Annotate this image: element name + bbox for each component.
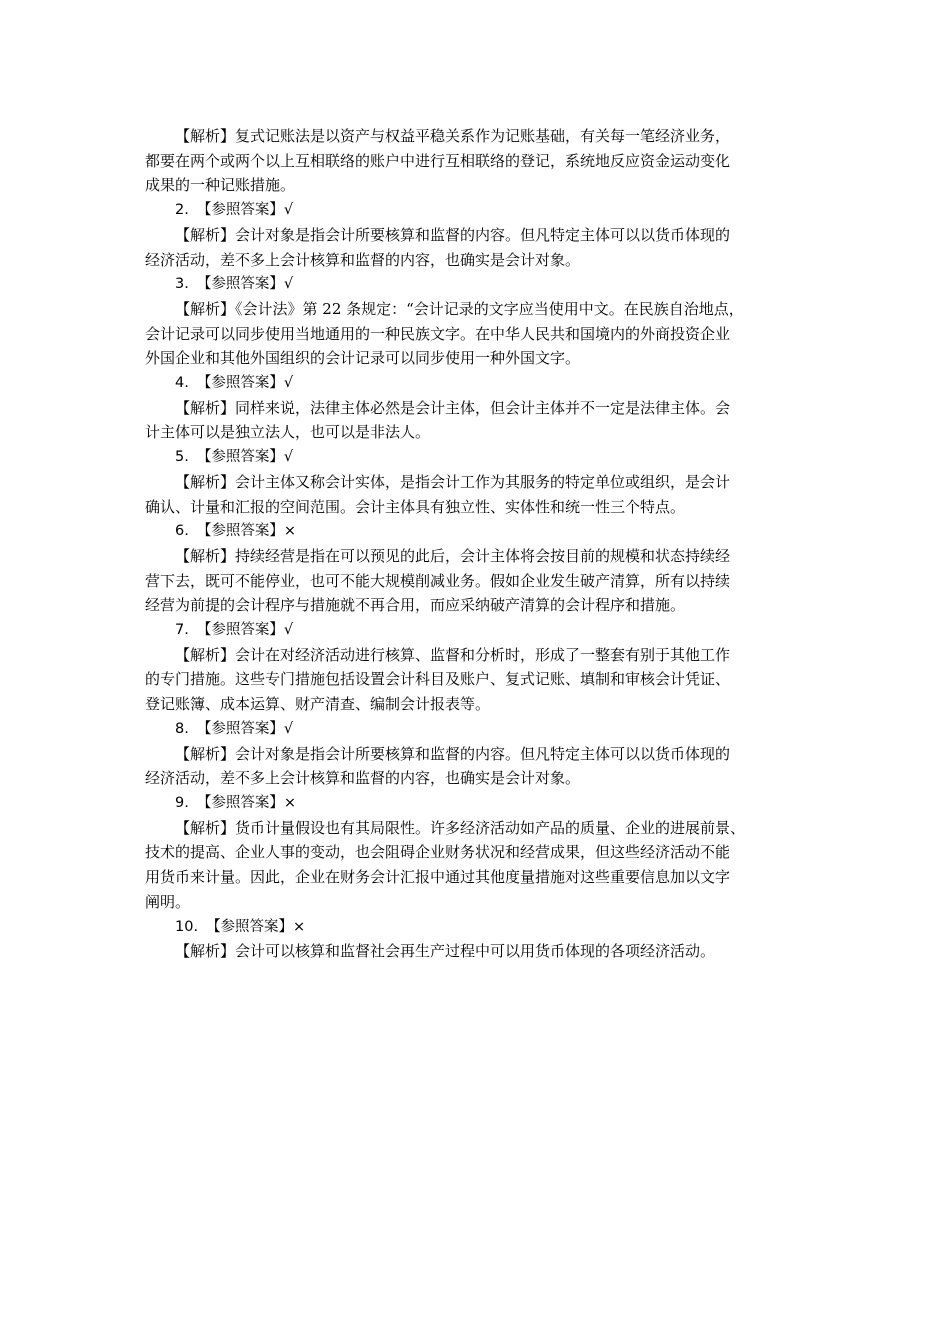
explanation-line: 成果的一种记账措施。 (145, 176, 296, 195)
answer-line (145, 717, 825, 742)
explanation-line: 经营为前提的会计程序与措施就不再合用，而应采纳破产清算的会计程序和措施。 (145, 596, 686, 615)
explanation-line: 【解析】同样来说，法律主体必然是会计主体，但会计主体并不一定是法律主体。会 (175, 398, 731, 417)
explanation-line: 【解析】会计主体又称会计实体，是指会计工作为其服务的特定单位或组织，是会计 (175, 472, 731, 491)
explanation-line: 都要在两个或两个以上互相联络的账户中进行互相联络的登记，系统地反应资金运动变化 (145, 151, 731, 170)
answer-line (145, 791, 825, 816)
answer-line (145, 198, 825, 223)
explanation-line: 会计记录可以同步使用当地通用的一种民族文字。在中华人民共和国境内的外商投资企业 (145, 324, 731, 343)
explanation-line: 外国企业和其他外国组织的会计记录可以同步使用一种外国文字。 (145, 349, 581, 368)
answer-line (145, 272, 825, 297)
reference-answer: 【参照答案】√ (196, 202, 294, 219)
explanation-line: 经济活动，差不多上会计核算和监督的内容，也确实是会计对象。 (145, 250, 581, 269)
document-body (145, 124, 825, 964)
explanation-line: 确认、计量和汇报的空间范围。会计主体具有独立性、实体性和统一性三个特点。 (145, 497, 686, 516)
question-number: 2. (175, 202, 189, 219)
question-number: 5. (175, 449, 189, 466)
question-number: 10. (175, 918, 199, 935)
explanation-line: 【解析】会计在对经济活动进行核算、监督和分析时，形成了一整套有别于其他工作 (175, 645, 731, 664)
question-number: 8. (175, 720, 189, 737)
explanation-line: 【解析】持续经营是指在可以预见的此后，会计主体将会按目前的规模和状态持续经 (175, 546, 731, 565)
question-number: 7. (175, 622, 189, 639)
reference-answer: 【参照答案】√ (196, 449, 294, 466)
reference-answer: 【参照答案】√ (196, 720, 294, 737)
answer-line (145, 445, 825, 470)
explanation-line: 用货币来计量。因此，企业在财务会计汇报中通过其他度量措施对这些重要信息加以文字 (145, 868, 731, 887)
reference-answer: 【参照答案】× (206, 918, 306, 935)
explanation-line: 技术的提高、企业人事的变动，也会阻碍企业财务状况和经营成果，但这些经济活动不能 (145, 843, 731, 862)
explanation-line: 营下去，既可不能停业，也可不能大规模削减业务。假如企业发生破产清算，所有以持续 (145, 571, 731, 590)
explanation-line: 【解析】会计对象是指会计所要核算和监督的内容。但凡特定主体可以以货币体现的 (175, 744, 731, 763)
explanation-line: 【解析】复式记账法是以资产与权益平稳关系作为记账基础，有关每一笔经济业务， (175, 127, 731, 145)
answer-line (145, 915, 825, 940)
reference-answer: 【参照答案】× (196, 523, 296, 540)
explanation-line: 登记账簿、成本运算、财产清查、编制会计报表等。 (145, 695, 491, 714)
answer-line (145, 618, 825, 643)
explanation-line: 经济活动，差不多上会计核算和监督的内容，也确实是会计对象。 (145, 769, 581, 788)
reference-answer: 【参照答案】√ (196, 276, 294, 293)
answer-line (145, 371, 825, 396)
question-number: 6. (175, 523, 189, 540)
explanation-line: 的专门措施。这些专门措施包括设置会计科目及账户、复式记账、填制和审核会计凭证、 (145, 670, 731, 689)
explanation-line: 【解析】会计可以核算和监督社会再生产过程中可以用货币体现的各项经济活动。 (175, 942, 716, 961)
explanation-line: 阐明。 (145, 892, 191, 911)
explanation-line: 【解析】会计对象是指会计所要核算和监督的内容。但凡特定主体可以以货币体现的 (175, 225, 731, 244)
question-number: 3. (175, 276, 189, 293)
question-number: 4. (175, 375, 189, 392)
explanation-line: 计主体可以是独立法人，也可以是非法人。 (145, 423, 431, 442)
reference-answer: 【参照答案】× (196, 794, 296, 811)
reference-answer: 【参照答案】√ (196, 375, 294, 392)
explanation-line: 【解析】《会计法》第 22 条规定：“会计记录的文字应当使用中文。在民族自治地点， (175, 299, 744, 318)
answer-line (145, 519, 825, 544)
reference-answer: 【参照答案】√ (196, 622, 294, 639)
explanation-line: 【解析】货币计量假设也有其局限性。许多经济活动如产品的质量、企业的进展前景、 (175, 818, 746, 837)
question-number: 9. (175, 794, 189, 811)
